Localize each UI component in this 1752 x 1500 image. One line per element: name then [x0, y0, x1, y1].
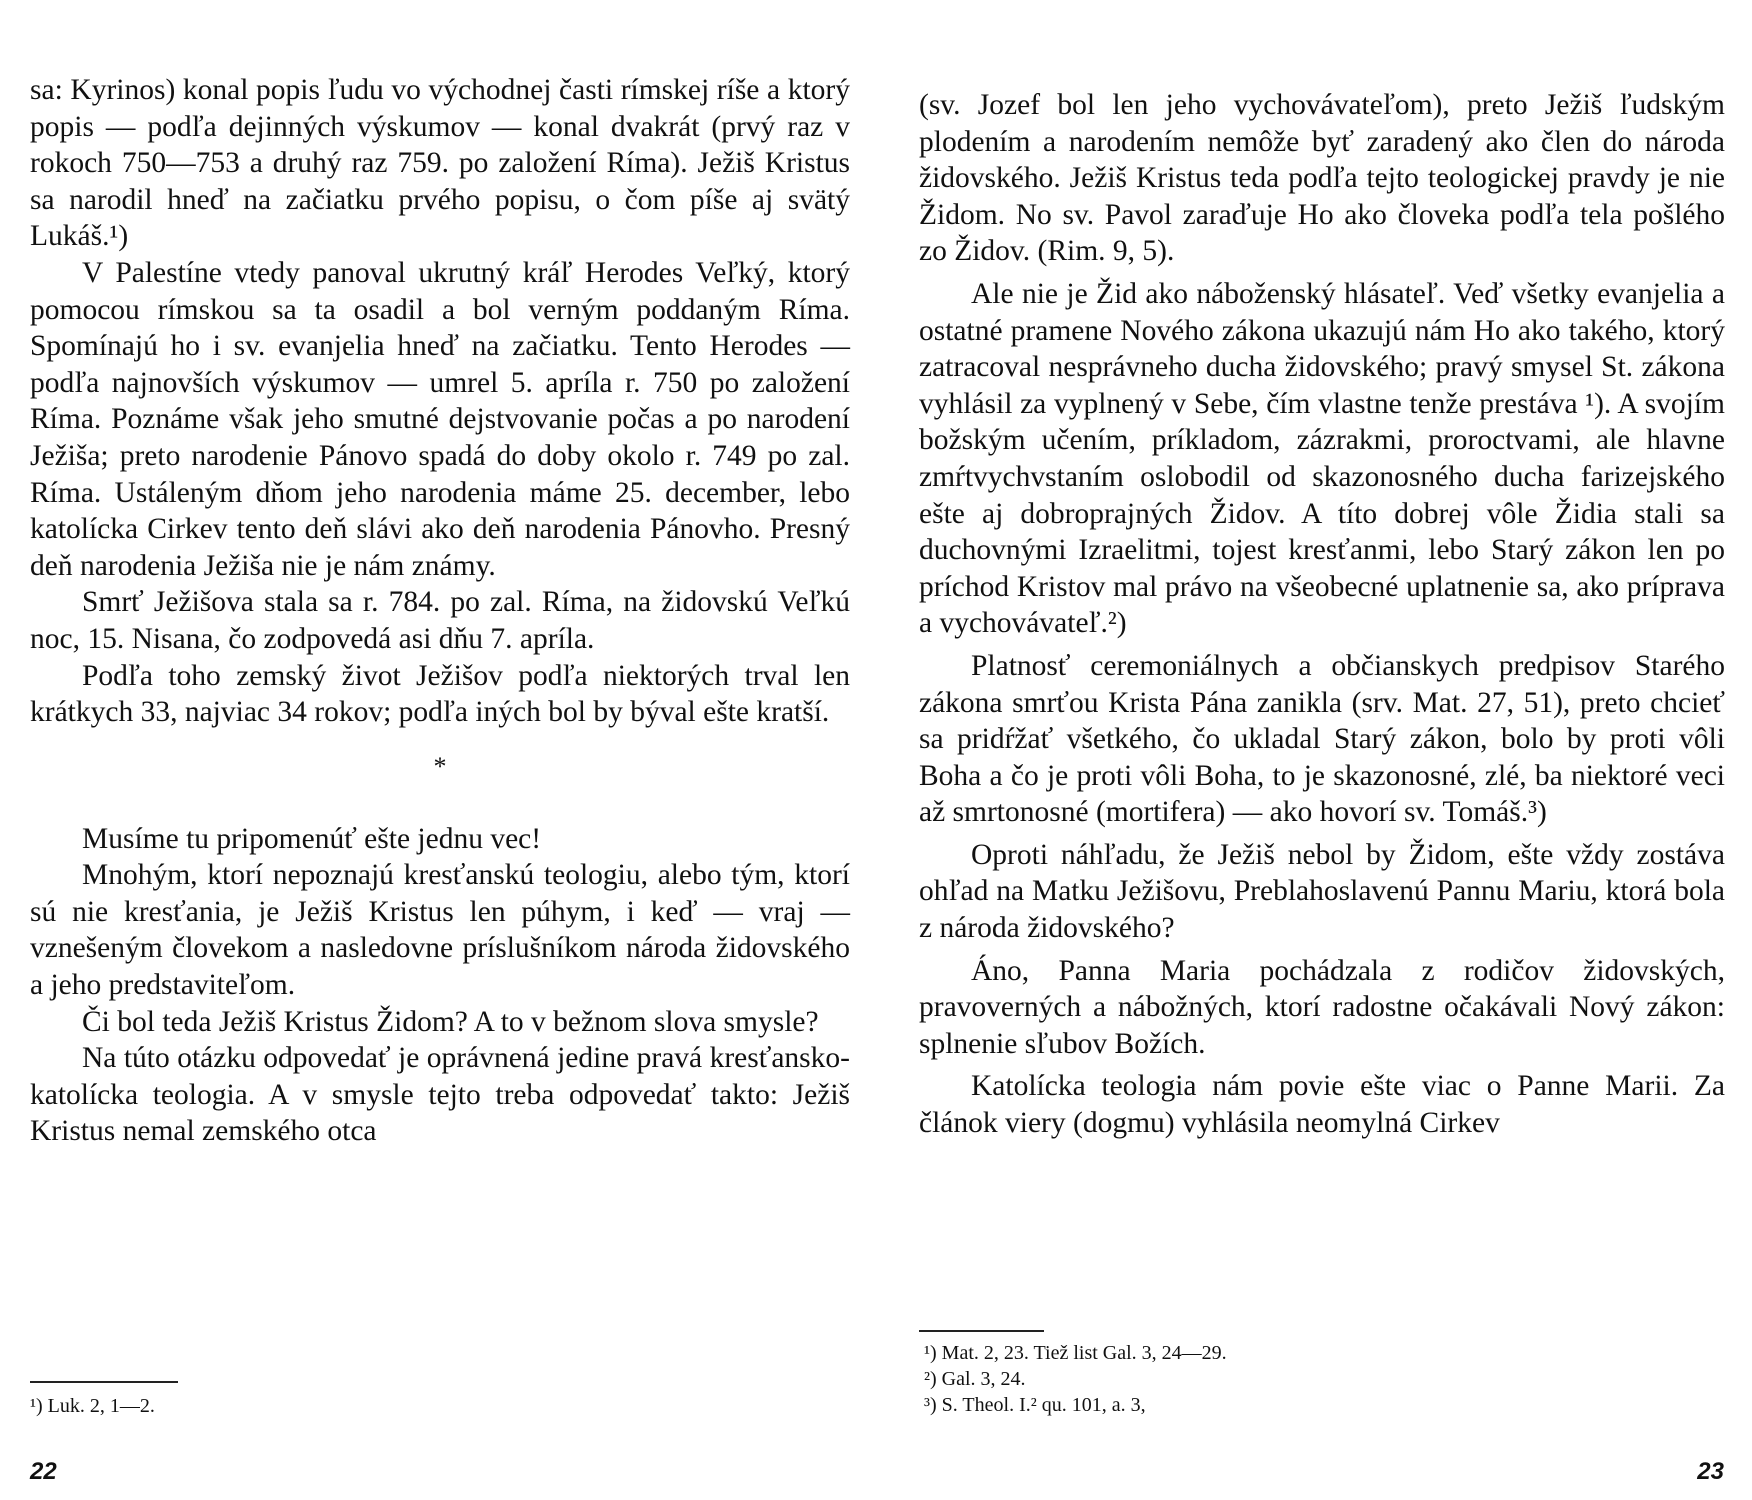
footnotes [924, 1340, 1227, 1418]
page-number: 23 [1697, 1458, 1724, 1485]
paragraph: Podľa toho zemský život Ježišov podľa niektorých trval len krátkych 33, najviac 34 rokov; podľa iných bol by býval ešte kratší. [30, 659, 850, 729]
left-text-column [30, 72, 850, 1150]
paragraph: Ale nie je Žid ako náboženský hlásateľ. Veď všetky evanjelia a ostatné pramene Nového zákona ukazujú nám Ho ako takého, ktorý zatracoval nesprávneho ducha židovského; pravý smysel St. zákona vyhlásil za vyplnený v Sebe, čím vlastne tenže prestáva ¹). A svojím božským učením, príkladom, zázrakmi, proroctvami, ale hlavne zmŕtvychvstaním oslobodil od skazonosného ducha farizejského ešte aj dobroprajných Židov. A títo dobrej vôle Židia stali sa duchovnými Izraelitmi, tojest kresťanmi, lebo Starý zákon len po príchod Kristov mal právo na všeobecné uplatnenie sa, ako príprava a vychovávateľ.²) [919, 277, 1725, 640]
section-separator: * [433, 751, 447, 781]
paragraph: Musíme tu pripomenúť ešte jednu vec! [82, 822, 542, 855]
paragraph: Oproti náhľadu, že Ježiš nebol by Židom, ešte vždy zostáva ohľad na Matku Ježišovu, Preblahoslavenú Pannu Mariu, ktorá bola z národa židovského? [919, 838, 1725, 945]
paragraph: Na túto otázku odpovedať je oprávnená jedine pravá kresťansko-katolícka teologia. A v smysle tejto treba odpovedať takto: Ježiš Kristus nemal zemského otca [30, 1042, 850, 1148]
footnote: ¹) Mat. 2, 23. Tiež list Gal. 3, 24—29. [924, 1342, 1227, 1364]
footnote-rule [30, 1381, 178, 1383]
paragraph: Platnosť ceremoniálnych a občianskych predpisov Starého zákona smrťou Krista Pána zanikla (srv. Mat. 27, 51), preto chcieť sa pridŕžať všetkého, čo ukladal Starý zákon, bolo by proti vôli Boha a čo je proti vôli Boha, to je skazonosné, zlé, ba niektoré veci až smrtonosné (mortifera) — ako hovorí sv. Tomáš.³) [919, 649, 1725, 829]
footnote-rule [919, 1330, 1044, 1332]
paragraph: sa: Kyrinos) konal popis ľudu vo východnej časti rímskej ríše a ktorý popis — podľa dejinných výskumov — konal dvakrát (prvý raz v rokoch 750—753 a druhý raz 759. po založení Ríma). Ježiš Kristus sa narodil hneď na začiatku prvého popisu, o čom píše aj svätý Lukáš.¹) [30, 74, 850, 253]
footnote: ²) Gal. 3, 24. [924, 1368, 1026, 1390]
paragraph: Či bol teda Ježiš Kristus Židom? A to v bežnom slova smysle? [82, 1005, 819, 1038]
paragraph: Mnohým, ktorí nepoznajú kresťanskú teologiu, alebo tým, ktorí sú nie kresťania, je Ježiš Kristus len púhym, i keď — vraj — vznešeným človekom a nasledovne príslušníkom národa židovského a jeho predstaviteľom. [30, 859, 850, 1002]
footnote: ¹) Luk. 2, 1—2. [30, 1395, 155, 1417]
paragraph: Katolícka teologia nám povie ešte viac o Panne Marii. Za článok viery (dogmu) vyhlásila neomylná Cirkev [919, 1070, 1725, 1140]
footnote: ³) S. Theol. I.² qu. 101, a. 3, [924, 1394, 1146, 1416]
right-text-column [919, 87, 1725, 1142]
paragraph: V Palestíne vtedy panoval ukrutný kráľ Herodes Veľký, ktorý pomocou rímskou sa ta osadil a bol verným poddaným Ríma. Spomínajú ho i sv. evanjelia hneď na začiatku. Tento Herodes — podľa najnovších výskumov — umrel 5. apríla r. 750 po založení Ríma. Poznáme však jeho smutné dejstvovanie počas a po narodení Ježiša; preto narodenie Pánovo spadá do doby okolo r. 749 po zal. Ríma. Ustáleným dňom jeho narodenia máme 25. december, lebo katolícka Cirkev tento deň slávi ako deň narodenia Pánovho. Presný deň narodenia Ježiša nie je nám známy. [30, 256, 850, 582]
paragraph: (sv. Jozef bol len jeho vychovávateľom), preto Ježiš ľudským plodením a narodením nemôže byť zaradený ako člen do národa židovského. Ježiš Kristus teda podľa tejto teologickej pravdy je nie Židom. No sv. Pavol zaraďuje Ho ako človeka podľa tela pošlého zo Židov. (Rim. 9, 5). [919, 89, 1725, 268]
paragraph: Áno, Panna Maria pochádzala z rodičov židovských, pravoverných a nábožných, ktorí radostne očakávali Nový zákon: splnenie sľubov Božích. [919, 954, 1725, 1060]
paragraph: Smrť Ježišova stala sa r. 784. po zal. Ríma, na židovskú Veľkú noc, 15. Nisana, čo zodpovedá asi dňu 7. apríla. [30, 586, 850, 655]
right-page [876, 0, 1752, 1500]
footnotes [30, 1393, 155, 1419]
page-number: 22 [30, 1458, 57, 1485]
